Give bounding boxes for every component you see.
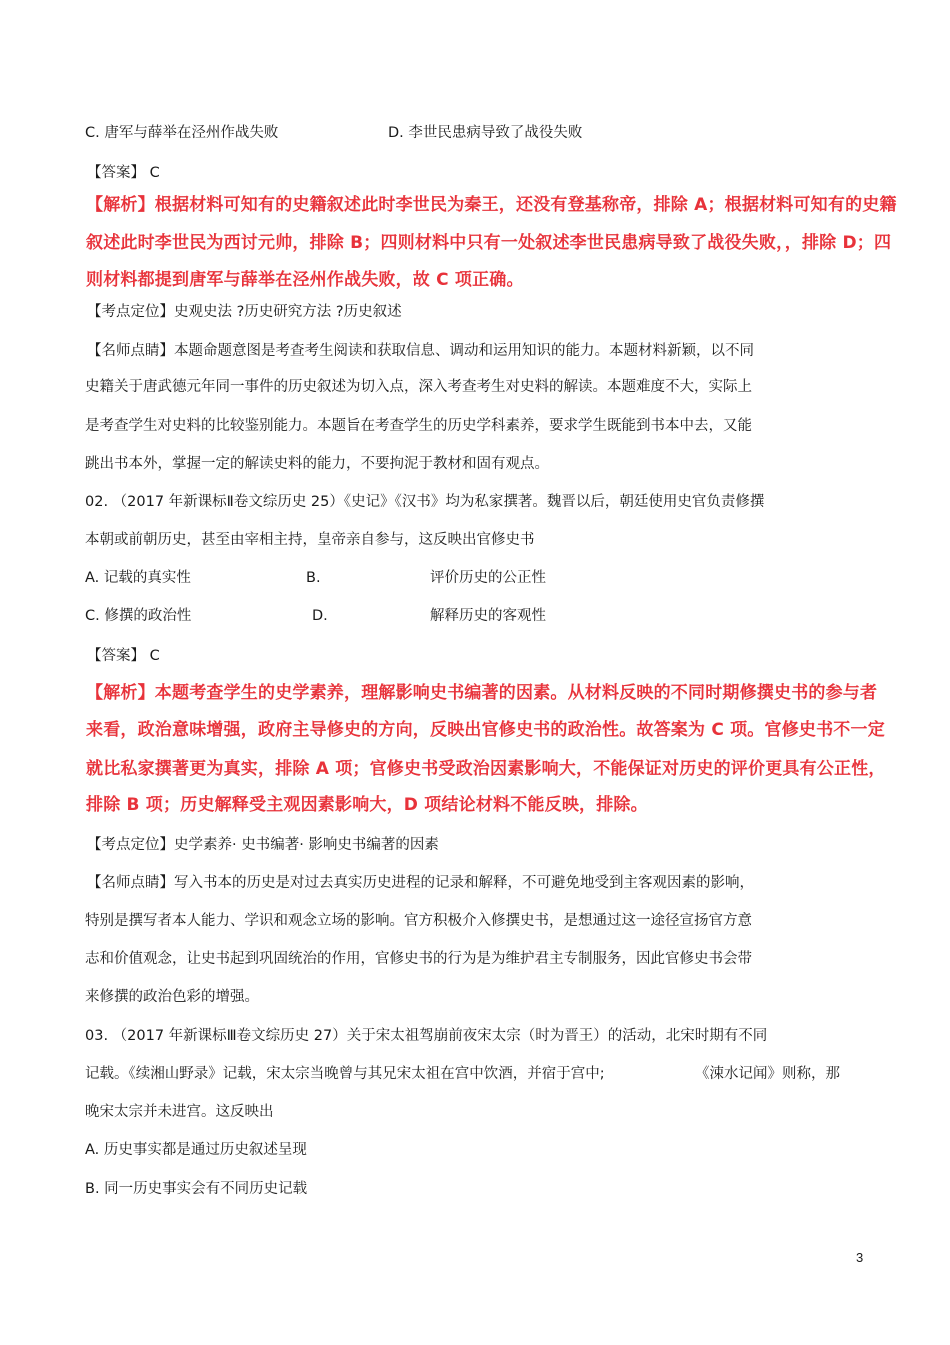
q2-analysis-line-4: 排除 B 项；历史解释受主观因素影响大，D 项结论材料不能反映，排除。 (86, 795, 648, 815)
q1-mingshi-line-2: 史籍关于唐武德元年同一事件的历史叙述为切入点，深入考查考生对史料的解读。本题难度不大，实际上 (85, 379, 752, 395)
q2-option-d-letter: D. (312, 608, 328, 624)
q2-analysis-line-1: 【解析】本题考查学生的史学素养，理解影响史书编著的因素。从材料反映的不同时期修撰史书的参与者 (86, 683, 878, 703)
q2-mingshi-line-4: 来修撰的政治色彩的增强。 (85, 989, 259, 1005)
q2-mingshi-line-3: 志和价值观念，让史书起到巩固统治的作用，官修史书的行为是为维护君主专制服务，因此官修史书会带 (85, 951, 752, 967)
q3-stem-line-3: 晚宋太宗并未进宫。这反映出 (85, 1104, 274, 1120)
q3-option-b: B. 同一历史事实会有不同历史记载 (85, 1181, 308, 1197)
q2-option-d-text: 解释历史的客观性 (430, 608, 546, 624)
q3-stem-line-2b: 《涑水记闻》则称，那 (695, 1066, 840, 1082)
q2-kaodian: 【考点定位】史学素养· 史书编著· 影响史书编著的因素 (87, 837, 439, 853)
q2-mingshi-line-1: 【名师点睛】写入书本的历史是对过去真实历史进程的记录和解释，不可避免地受到主客观因素的影响， (87, 875, 754, 891)
q2-analysis-line-2: 来看，政治意味增强，政府主导修史的方向，反映出官修史书的政治性。故答案为 C 项。官修史书不一定 (86, 720, 885, 740)
q1-analysis-line-1: 【解析】根据材料可知有的史籍叙述此时李世民为秦王，还没有登基称帝，排除 A；根据材料可知有的史籍 (86, 195, 897, 215)
q1-mingshi-line-3: 是考查学生对史料的比较鉴别能力。本题旨在考查学生的历史学科素养，要求学生既能到书本中去，又能 (85, 418, 752, 434)
q1-mingshi-line-1: 【名师点睛】本题命题意图是考查考生阅读和获取信息、调动和运用知识的能力。本题材料新颖，以不同 (87, 343, 754, 359)
page-number: 3 (856, 1250, 864, 1265)
q2-stem-line-2: 本朝或前朝历史，甚至由宰相主持，皇帝亲自参与，这反映出官修史书 (85, 532, 535, 548)
q1-answer: 【答案】 C (87, 165, 160, 181)
q1-mingshi-line-4: 跳出书本外，掌握一定的解读史料的能力，不要拘泥于教材和固有观点。 (85, 456, 549, 472)
q3-stem-line-1: 03. （2017 年新课标Ⅲ卷文综历史 27）关于宋太祖驾崩前夜宋太宗（时为晋王）的活动，北宋时期有不同 (85, 1028, 768, 1044)
q1-option-d: D. 李世民患病导致了战役失败 (388, 125, 583, 141)
q2-option-b-text: 评价历史的公正性 (430, 570, 546, 586)
q1-kaodian: 【考点定位】史观史法 ?历史研究方法 ?历史叙述 (87, 304, 402, 320)
q2-option-c: C. 修撰的政治性 (85, 608, 192, 624)
q2-answer: 【答案】 C (87, 648, 160, 664)
q1-option-c: C. 唐军与薛举在泾州作战失败 (85, 125, 279, 141)
q2-stem-line-1: 02. （2017 年新课标Ⅱ卷文综历史 25）《史记》《汉书》均为私家撰著。魏晋以后，朝廷使用史官负责修撰 (85, 494, 765, 510)
q3-stem-line-2a: 记载。《续湘山野录》记载，宋太宗当晚曾与其兄宋太祖在宫中饮酒，并宿于宫中; (85, 1066, 605, 1082)
q1-analysis-line-2: 叙述此时李世民为西讨元帅，排除 B；四则材料中只有一处叙述李世民患病导致了战役失败，，排除 D；四 (86, 233, 892, 253)
q2-analysis-line-3: 就比私家撰著更为真实，排除 A 项；官修史书受政治因素影响大，不能保证对历史的评价更具有公正性， (86, 759, 886, 779)
q1-analysis-line-3: 则材料都提到唐军与薛举在泾州作战失败，故 C 项正确。 (86, 270, 524, 290)
q2-mingshi-line-2: 特别是撰写者本人能力、学识和观念立场的影响。官方积极介入修撰史书，是想通过这一途径宣扬官方意 (85, 913, 752, 929)
q3-option-a: A. 历史事实都是通过历史叙述呈现 (85, 1142, 307, 1158)
q2-option-b-letter: B. (306, 570, 321, 586)
q2-option-a: A. 记载的真实性 (85, 570, 191, 586)
